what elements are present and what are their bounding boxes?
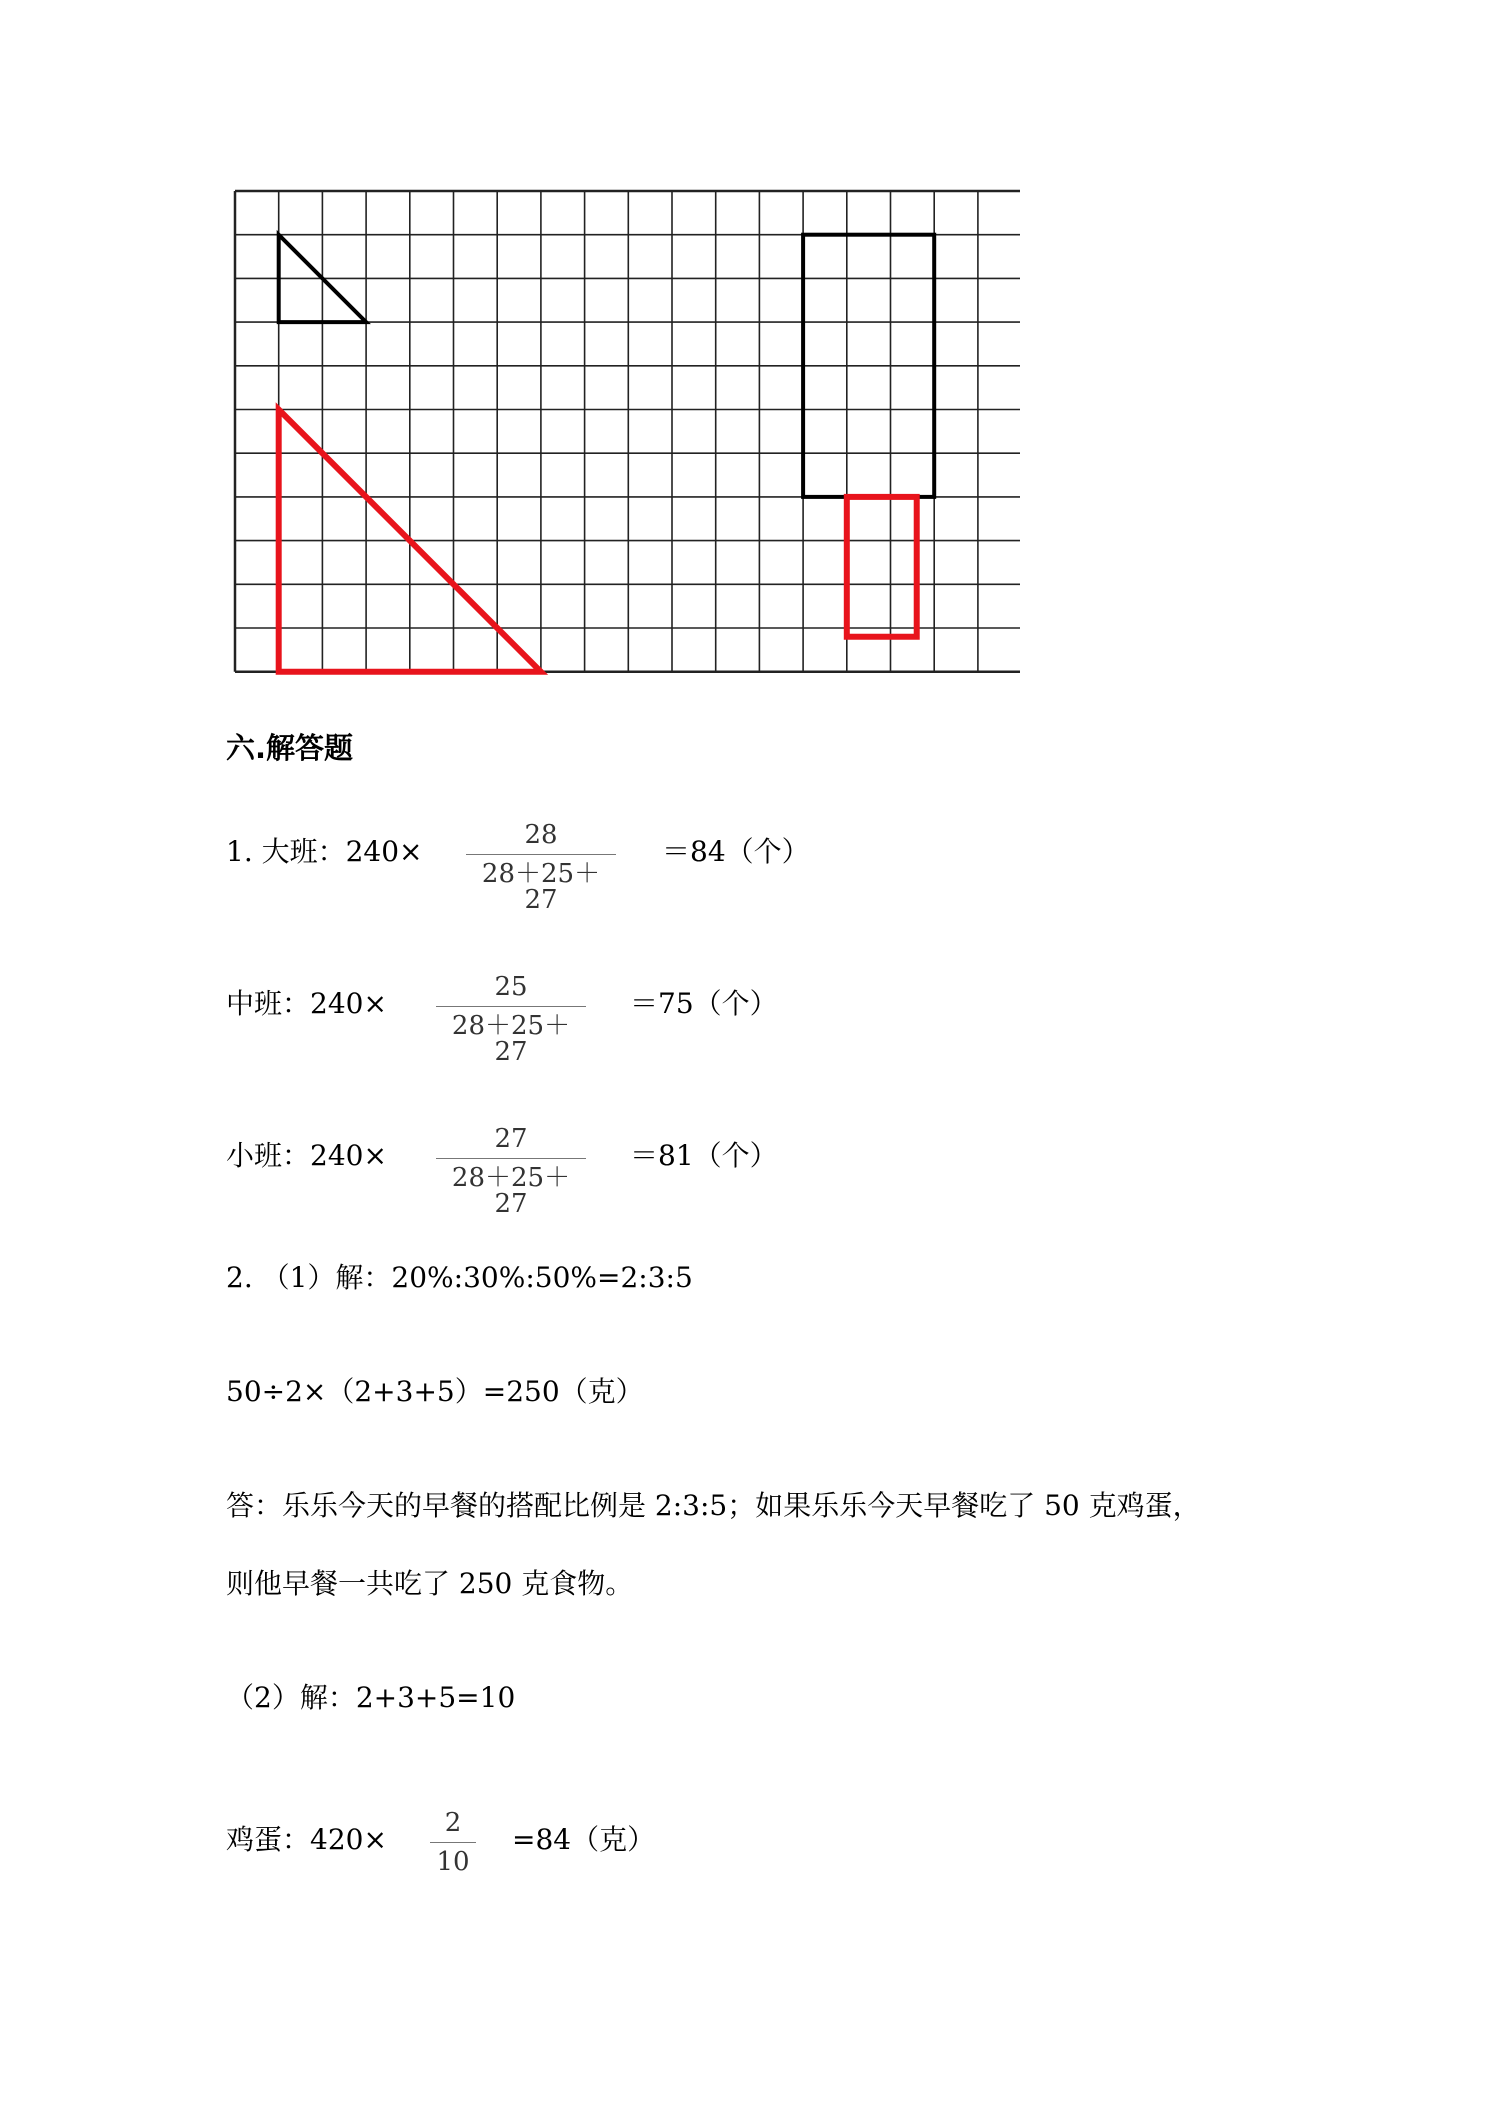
q1-line1-numerator: 28 [524,820,558,850]
q1-line2-prefix: 中班：240× [226,987,387,1020]
q2-egg-result: =84（克） [512,1823,656,1856]
q1-line3-result: ＝81（个） [630,1139,778,1172]
grid-figure [230,186,1020,676]
q2-egg-prefix: 鸡蛋：420× [226,1823,387,1856]
q1-line3-prefix: 小班：240× [226,1139,387,1172]
q2-part2-line: （2）解：2+3+5=10 [226,1681,516,1714]
q2-answer-line2: 则他早餐一共吃了 250 克食物。 [226,1567,634,1600]
q2-egg-numerator: 2 [444,1808,462,1838]
q1-line2-result: ＝75（个） [630,987,778,1020]
q1-line1-denominator: 28＋25＋27 [481,859,601,915]
q1-line3-numerator: 27 [494,1124,528,1154]
q1-line2-numerator: 25 [494,972,528,1002]
q2-line1: 2. （1）解：20%:30%:50%=2:3:5 [226,1261,693,1294]
q1-line2-denominator: 28＋25＋27 [451,1011,571,1067]
q1-line3-fraction [436,1126,586,1217]
q2-egg-fraction [430,1810,476,1875]
q2-line2: 50÷2×（2+3+5）=250（克） [226,1375,644,1408]
q1-line1-result: ＝84（个） [662,835,810,868]
q1-line2-fraction [436,974,586,1065]
q1-line3-denominator: 28＋25＋27 [451,1163,571,1219]
q2-egg-denominator: 10 [436,1847,470,1877]
q2-answer-line1: 答：乐乐今天的早餐的搭配比例是 2:3:5；如果乐乐今天早餐吃了 50 克鸡蛋， [226,1489,1201,1522]
section-title: 六.解答题 [226,731,354,765]
q1-line1-fraction [466,822,616,913]
q1-line1-prefix: 1. 大班：240× [226,835,423,868]
small-red-rectangle [847,497,917,637]
